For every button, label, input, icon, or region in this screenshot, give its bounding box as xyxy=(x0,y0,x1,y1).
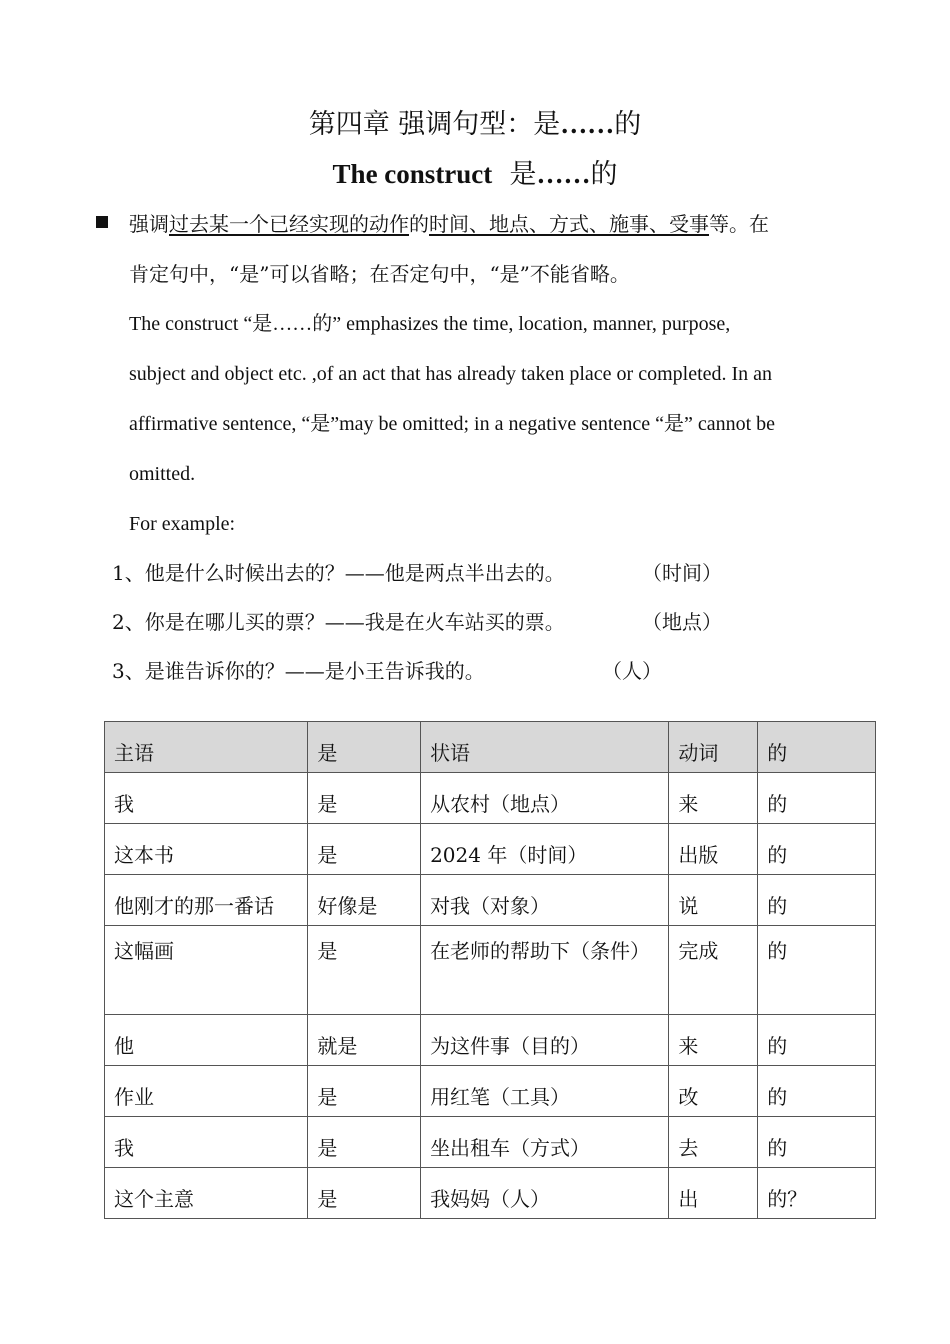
table-row xyxy=(105,875,876,926)
underlined-phrase: 时间、地点、方式、施事、受事 xyxy=(429,212,709,236)
cell: 是 xyxy=(308,773,421,824)
rule-english-3: affirmative sentence, “是”may be omitted; in a negative sentence “是” cannot be xyxy=(129,413,776,435)
example-category: （人） xyxy=(602,659,662,683)
cell: 是 xyxy=(308,926,421,1015)
cell: 的 xyxy=(758,1015,876,1066)
for-example-label: For example: xyxy=(129,513,236,535)
table-row xyxy=(105,1117,876,1168)
table-row xyxy=(105,773,876,824)
cell: 是 xyxy=(308,1117,421,1168)
cell: 这个主意 xyxy=(105,1168,308,1219)
cell: 的 xyxy=(758,1066,876,1117)
rule-line-1: 强调过去某一个已经实现的动作的时间、地点、方式、施事、受事等。在 xyxy=(129,212,769,236)
chapter-title-dots: …… xyxy=(560,109,615,139)
table-row xyxy=(105,1015,876,1066)
chapter-title-suffix: 的 xyxy=(614,109,642,140)
header-subject: 主语 xyxy=(105,722,308,773)
cell: 是 xyxy=(308,1066,421,1117)
header-shi: 是 xyxy=(308,722,421,773)
cell: 我 xyxy=(105,1117,308,1168)
subtitle-english: The construct xyxy=(332,159,493,189)
cell: 的 xyxy=(758,926,876,1015)
header-adverbial: 状语 xyxy=(421,722,669,773)
chapter-title xyxy=(0,104,950,145)
table-row xyxy=(105,1168,876,1219)
cell: 作业 xyxy=(105,1066,308,1117)
cell: 的 xyxy=(758,824,876,875)
cell: 的 xyxy=(758,773,876,824)
table-row xyxy=(105,926,876,1015)
rule-english-2: subject and object etc. ,of an act that has already taken place or completed. In an xyxy=(129,363,773,385)
cell: 他刚才的那一番话 xyxy=(105,875,308,926)
cell: 坐出租车（方式） xyxy=(421,1117,669,1168)
cell: 用红笔（工具） xyxy=(421,1066,669,1117)
rule-english-4: omitted. xyxy=(129,463,196,485)
example-1: 1、他是什么时候出去的？——他是两点半出去的。 （时间） xyxy=(112,561,722,585)
header-de: 的 xyxy=(758,722,876,773)
cell: 对我（对象） xyxy=(421,875,669,926)
subtitle-suffix: 的 xyxy=(590,159,618,190)
table-header-row xyxy=(105,722,876,773)
cell: 是 xyxy=(308,1168,421,1219)
example-2: 2、你是在哪儿买的票？——我是在火车站买的票。 （地点） xyxy=(112,610,722,634)
example-category: （地点） xyxy=(642,610,722,634)
cell: 这幅画 xyxy=(105,926,308,1015)
cell: 这本书 xyxy=(105,824,308,875)
cell: 2024 年（时间） xyxy=(421,824,669,875)
rule-english-1: The construct “是……的” emphasizes the time, location, manner, purpose, xyxy=(129,313,731,335)
subtitle-dots: …… xyxy=(536,159,591,189)
cell: 来 xyxy=(669,773,758,824)
table-row xyxy=(105,1066,876,1117)
cell: 出 xyxy=(669,1168,758,1219)
cell: 的？ xyxy=(758,1168,876,1219)
cell: 他 xyxy=(105,1015,308,1066)
cell: 的 xyxy=(758,1117,876,1168)
cell: 的 xyxy=(758,875,876,926)
rule-line-2: 肯定句中，“是”可以省略；在否定句中，“是”不能省略。 xyxy=(129,262,630,286)
header-verb: 动词 xyxy=(669,722,758,773)
cell: 说 xyxy=(669,875,758,926)
cell: 来 xyxy=(669,1015,758,1066)
cell: 完成 xyxy=(669,926,758,1015)
cell: 出版 xyxy=(669,824,758,875)
example-3: 3、是谁告诉你的？——是小王告诉我的。 （人） xyxy=(112,659,662,683)
cell: 在老师的帮助下（条件） xyxy=(421,926,669,1015)
cell: 好像是 xyxy=(308,875,421,926)
cell: 就是 xyxy=(308,1015,421,1066)
subtitle-cn: 是 xyxy=(509,159,537,190)
cell: 从农村（地点） xyxy=(421,773,669,824)
chapter-title-text: 第四章 强调句型：是 xyxy=(308,109,561,140)
chapter-subtitle xyxy=(0,154,950,195)
example-category: （时间） xyxy=(642,561,722,585)
cell: 去 xyxy=(669,1117,758,1168)
cell: 是 xyxy=(308,824,421,875)
construct-table xyxy=(104,721,876,1219)
underlined-phrase: 过去某一个已经实现的动作 xyxy=(169,212,409,236)
cell: 为这件事（目的） xyxy=(421,1015,669,1066)
cell: 我妈妈（人） xyxy=(421,1168,669,1219)
cell: 我 xyxy=(105,773,308,824)
cell: 改 xyxy=(669,1066,758,1117)
table-row xyxy=(105,824,876,875)
square-bullet-icon xyxy=(96,216,108,228)
